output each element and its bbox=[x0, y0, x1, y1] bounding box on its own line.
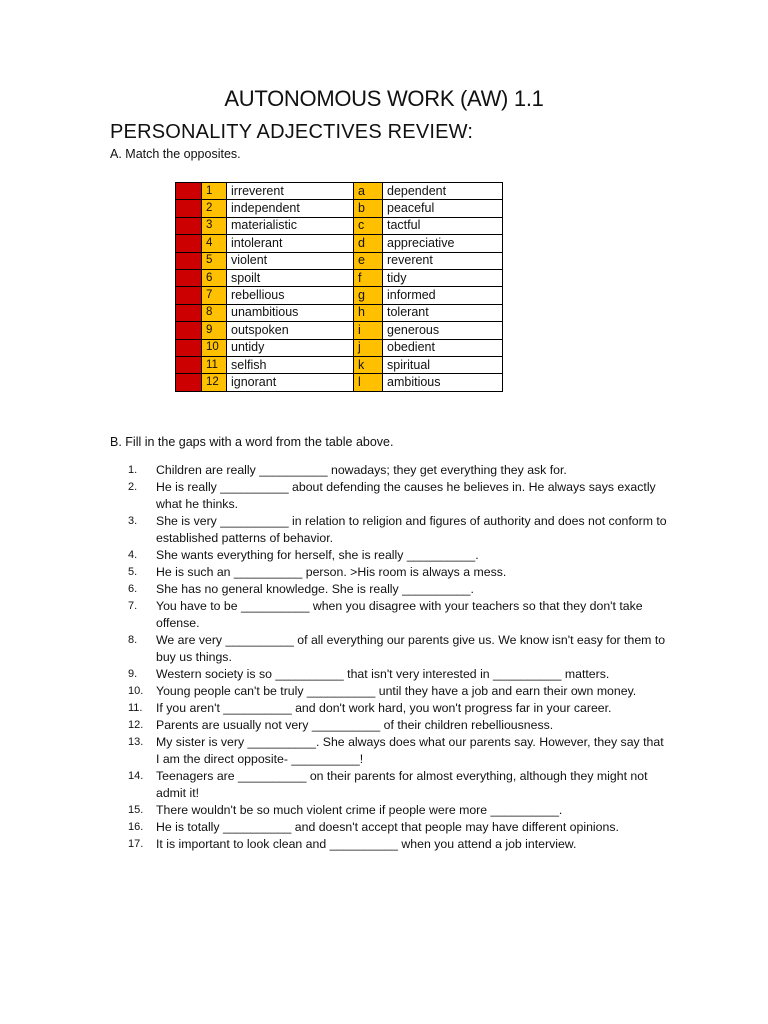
item-number: 11 bbox=[202, 356, 227, 373]
sentence-list bbox=[110, 462, 670, 853]
opposite-cell: reverent bbox=[383, 252, 503, 269]
red-marker-cell bbox=[176, 287, 202, 304]
adjective-cell: spoilt bbox=[227, 269, 354, 286]
item-number: 1 bbox=[202, 183, 227, 200]
option-letter: l bbox=[354, 374, 383, 391]
sentence-number: 7. bbox=[128, 600, 138, 612]
list-item bbox=[110, 768, 670, 802]
red-marker-cell bbox=[176, 339, 202, 356]
sentence-number: 1. bbox=[128, 464, 138, 476]
list-item bbox=[110, 513, 670, 547]
opposite-cell: tolerant bbox=[383, 304, 503, 321]
red-marker-cell bbox=[176, 252, 202, 269]
list-item bbox=[110, 836, 670, 853]
red-marker-cell bbox=[176, 374, 202, 391]
table-row bbox=[176, 217, 503, 234]
item-number: 5 bbox=[202, 252, 227, 269]
sentence-text: If you aren't __________ and don't work hard, you won't progress far in your career. bbox=[156, 701, 612, 715]
page-title: AUTONOMOUS WORK (AW) 1.1 bbox=[224, 86, 544, 111]
adjective-cell: ignorant bbox=[227, 374, 354, 391]
sentence-number: 8. bbox=[128, 634, 138, 646]
table-row bbox=[176, 287, 503, 304]
option-letter: i bbox=[354, 322, 383, 339]
sentence-text: There wouldn't be so much violent crime if people were more __________. bbox=[156, 803, 563, 817]
list-item bbox=[110, 598, 670, 632]
sentence-text: She is very __________ in relation to religion and figures of authority and does not conform to established patterns of behavior. bbox=[156, 514, 667, 545]
sentence-text: She has no general knowledge. She is really __________. bbox=[156, 582, 474, 596]
list-item bbox=[110, 564, 670, 581]
adjective-cell: materialistic bbox=[227, 217, 354, 234]
adjective-cell: irreverent bbox=[227, 183, 354, 200]
sentence-text: He is really __________ about defending the causes he believes in. He always says exactly what he thinks. bbox=[156, 480, 656, 511]
option-letter: h bbox=[354, 304, 383, 321]
sentence-text: Teenagers are __________ on their parents for almost everything, although they might not admit it! bbox=[156, 769, 648, 800]
sentence-text: Parents are usually not very __________ of their children rebelliousness. bbox=[156, 718, 554, 732]
option-letter: k bbox=[354, 356, 383, 373]
list-item bbox=[110, 717, 670, 734]
sentence-number: 12. bbox=[128, 719, 144, 731]
red-marker-cell bbox=[176, 356, 202, 373]
option-letter: b bbox=[354, 200, 383, 217]
item-number: 9 bbox=[202, 322, 227, 339]
sentence-number: 6. bbox=[128, 583, 138, 595]
sentence-number: 5. bbox=[128, 566, 138, 578]
item-number: 10 bbox=[202, 339, 227, 356]
opposite-cell: dependent bbox=[383, 183, 503, 200]
adjective-cell: violent bbox=[227, 252, 354, 269]
red-marker-cell bbox=[176, 183, 202, 200]
sentence-number: 15. bbox=[128, 804, 144, 816]
red-marker-cell bbox=[176, 304, 202, 321]
sentence-text: He is such an __________ person. >His room is always a mess. bbox=[156, 565, 507, 579]
sentence-text: It is important to look clean and __________ when you attend a job interview. bbox=[156, 837, 577, 851]
opposite-cell: tidy bbox=[383, 269, 503, 286]
section-b-instruction: B. Fill in the gaps with a word from the table above. bbox=[110, 435, 394, 449]
section-a-instruction: A. Match the opposites. bbox=[110, 147, 241, 161]
table-row bbox=[176, 252, 503, 269]
item-number: 12 bbox=[202, 374, 227, 391]
item-number: 6 bbox=[202, 269, 227, 286]
red-marker-cell bbox=[176, 269, 202, 286]
option-letter: e bbox=[354, 252, 383, 269]
table-row bbox=[176, 200, 503, 217]
list-item bbox=[110, 802, 670, 819]
opposite-cell: peaceful bbox=[383, 200, 503, 217]
red-marker-cell bbox=[176, 217, 202, 234]
sentence-number: 10. bbox=[128, 685, 144, 697]
sentence-text: Western society is so __________ that isn't very interested in __________ matters. bbox=[156, 667, 610, 681]
opposite-cell: spiritual bbox=[383, 356, 503, 373]
table-row bbox=[176, 183, 503, 200]
table-row bbox=[176, 322, 503, 339]
sentence-number: 11. bbox=[128, 702, 143, 714]
table-row bbox=[176, 356, 503, 373]
opposite-cell: ambitious bbox=[383, 374, 503, 391]
table-row bbox=[176, 374, 503, 391]
option-letter: c bbox=[354, 217, 383, 234]
sentence-number: 17. bbox=[128, 838, 144, 850]
adjective-cell: independent bbox=[227, 200, 354, 217]
sentence-number: 16. bbox=[128, 821, 144, 833]
sentence-text: He is totally __________ and doesn't accept that people may have different opinions. bbox=[156, 820, 619, 834]
item-number: 2 bbox=[202, 200, 227, 217]
red-marker-cell bbox=[176, 235, 202, 252]
red-marker-cell bbox=[176, 200, 202, 217]
adjective-cell: intolerant bbox=[227, 235, 354, 252]
table-row bbox=[176, 339, 503, 356]
item-number: 7 bbox=[202, 287, 227, 304]
item-number: 3 bbox=[202, 217, 227, 234]
sentence-number: 14. bbox=[128, 770, 144, 782]
red-marker-cell bbox=[176, 322, 202, 339]
adjective-cell: outspoken bbox=[227, 322, 354, 339]
adjective-cell: selfish bbox=[227, 356, 354, 373]
page-subtitle: PERSONALITY ADJECTIVES REVIEW: bbox=[110, 121, 474, 143]
list-item bbox=[110, 700, 670, 717]
sentence-number: 4. bbox=[128, 549, 138, 561]
item-number: 8 bbox=[202, 304, 227, 321]
list-item bbox=[110, 581, 670, 598]
sentence-text: Young people can't be truly __________ until they have a job and earn their own money. bbox=[156, 684, 637, 698]
list-item bbox=[110, 666, 670, 683]
list-item bbox=[110, 683, 670, 700]
adjective-cell: unambitious bbox=[227, 304, 354, 321]
sentence-text: She wants everything for herself, she is really __________. bbox=[156, 548, 479, 562]
sentence-number: 2. bbox=[128, 481, 138, 493]
list-item bbox=[110, 479, 670, 513]
table-row bbox=[176, 304, 503, 321]
adjective-cell: untidy bbox=[227, 339, 354, 356]
sentence-text: We are very __________ of all everything our parents give us. We know isn't easy for them to buy us things. bbox=[156, 633, 666, 664]
option-letter: f bbox=[354, 269, 383, 286]
table-row bbox=[176, 269, 503, 286]
table-row bbox=[176, 235, 503, 252]
opposite-cell: tactful bbox=[383, 217, 503, 234]
opposite-cell: obedient bbox=[383, 339, 503, 356]
sentence-number: 9. bbox=[128, 668, 138, 680]
option-letter: a bbox=[354, 183, 383, 200]
sentence-text: Children are really __________ nowadays; they get everything they ask for. bbox=[156, 463, 567, 477]
sentence-text: You have to be __________ when you disagree with your teachers so that they don't take offense. bbox=[156, 599, 643, 630]
sentence-text: My sister is very __________. She always does what our parents say. However, they say that I am the direct opposite- __________! bbox=[156, 735, 664, 766]
list-item bbox=[110, 819, 670, 836]
list-item bbox=[110, 632, 670, 666]
list-item bbox=[110, 734, 670, 768]
sentence-number: 13. bbox=[128, 736, 144, 748]
list-item bbox=[110, 462, 670, 479]
opposite-cell: generous bbox=[383, 322, 503, 339]
adjective-cell: rebellious bbox=[227, 287, 354, 304]
option-letter: g bbox=[354, 287, 383, 304]
opposite-cell: informed bbox=[383, 287, 503, 304]
list-item bbox=[110, 547, 670, 564]
option-letter: d bbox=[354, 235, 383, 252]
sentence-number: 3. bbox=[128, 515, 138, 527]
opposite-cell: appreciative bbox=[383, 235, 503, 252]
item-number: 4 bbox=[202, 235, 227, 252]
option-letter: j bbox=[354, 339, 383, 356]
match-table bbox=[175, 182, 503, 392]
